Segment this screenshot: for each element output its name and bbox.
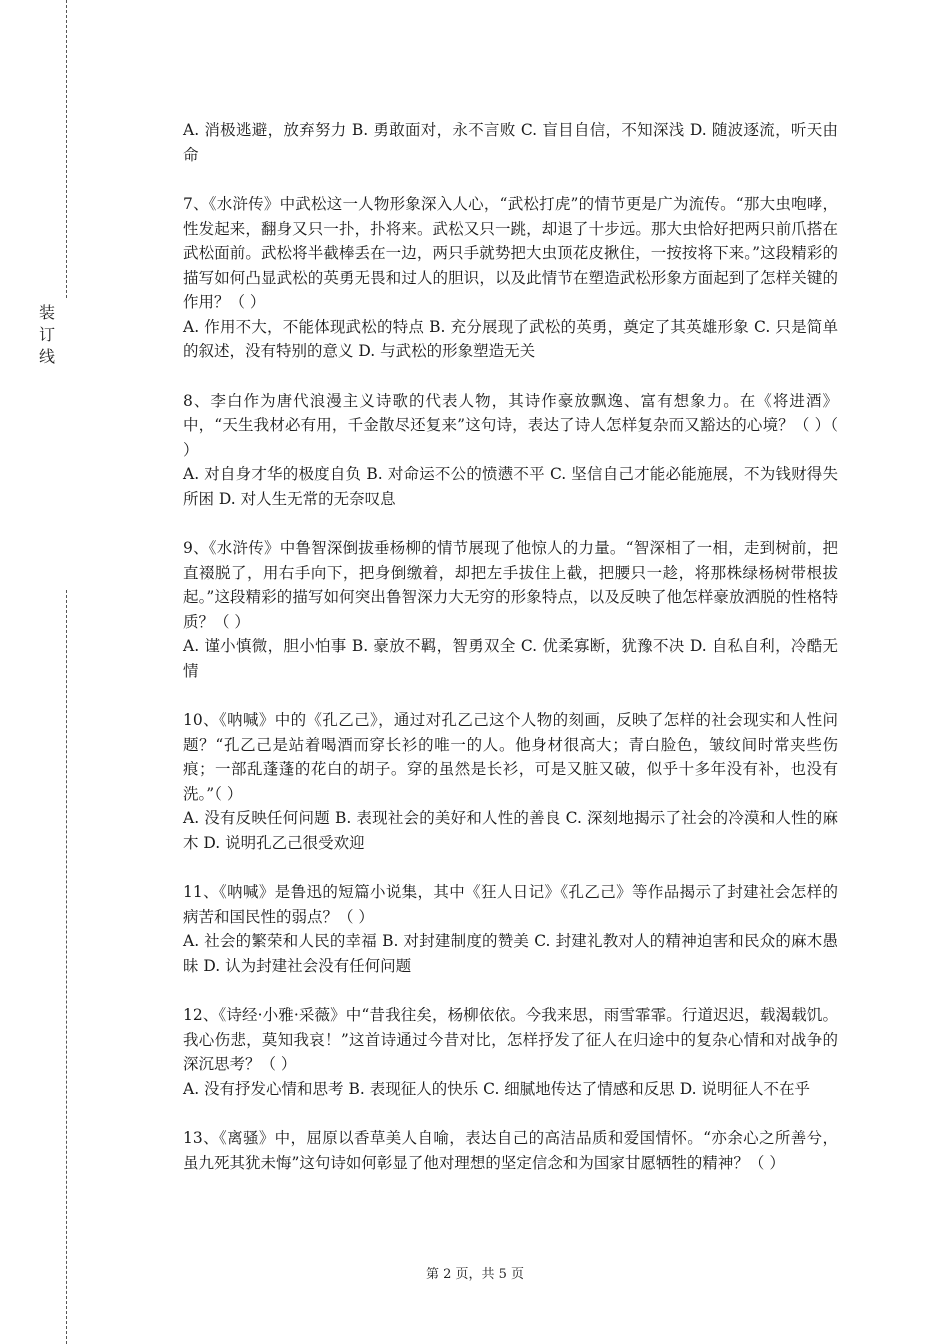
question-text: 7、《水浒传》中武松这一人物形象深入人心，“武松打虎”的情节更是广为流传。“那大虫咆哮，性发起来，翻身又只一扑，扑将来。武松又只一跳，却退了十步远。那大虫恰好把两只前爪搭在武松面前。武松将半截棒丢在一边，两只手就势把大虫顶花皮揪住，一按按将下来。”这段精彩的描写如何凸显武松的英勇无畏和过人的胆识，以及此情节在塑造武松形象方面起到了怎样关键的作用？（ ）: [183, 195, 838, 311]
question-13: [183, 1126, 838, 1175]
question-text: 9、《水浒传》中鲁智深倒拔垂杨柳的情节展现了他惊人的力量。“智深相了一相，走到树前，把直裰脱了，用右手向下，把身倒缴着，却把左手拔住上截，把腰只一趁，将那株绿杨树带根拔起。”这段精彩的描写如何突出鲁智深力大无穷的形象特点，以及反映了他怎样豪放洒脱的性格特质？（ ）: [183, 539, 838, 631]
question-options: A. 社会的繁荣和人民的幸福 B. 对封建制度的赞美 C. 封建礼教对人的精神迫害和民众的麻木愚昧 D. 认为封建社会没有任何问题: [183, 932, 838, 975]
question-text: 12、《诗经·小雅·采薇》中“昔我往矣，杨柳依依。今我来思，雨雪霏霏。行道迟迟，载渴载饥。我心伤悲，莫知我哀！”这首诗通过今昔对比，怎样抒发了征人在归途中的复杂心情和对战争的深沉思考？（ ）: [183, 1006, 838, 1073]
question-12: [183, 1003, 838, 1101]
binding-char: 订: [38, 325, 55, 344]
question-options: A. 谨小慎微，胆小怕事 B. 豪放不羁，智勇双全 C. 优柔寡断，犹豫不决 D. 自私自利，冷酷无情: [183, 637, 838, 680]
binding-dashed-line-bottom: [66, 590, 67, 1344]
binding-char: 装: [38, 303, 55, 322]
question-options: A. 消极逃避，放弃努力 B. 勇敢面对，永不言败 C. 盲目自信，不知深浅 D. 随波逐流，听天由命: [183, 121, 838, 164]
question-text: 13、《离骚》中，屈原以香草美人自喻，表达自己的高洁品质和爱国情怀。“亦余心之所善兮，虽九死其犹未悔”这句诗如何彰显了他对理想的坚定信念和为国家甘愿牺牲的精神？（ ）: [183, 1129, 838, 1172]
question-options: A. 作用不大，不能体现武松的特点 B. 充分展现了武松的英勇，奠定了其英雄形象 C. 只是简单的叙述，没有特别的意义 D. 与武松的形象塑造无关: [183, 317, 838, 360]
binding-dashed-line-top: [66, 0, 67, 298]
question-11: [183, 880, 838, 978]
question-8: [183, 389, 838, 512]
question-7: [183, 192, 838, 364]
binding-line-label: [36, 302, 58, 368]
question-10: [183, 708, 838, 855]
page-number-footer: 第 2 页，共 5 页: [425, 1267, 525, 1282]
exam-content: [183, 118, 838, 1200]
binding-char: 线: [38, 347, 55, 366]
question-options: A. 没有抒发心情和思考 B. 表现征人的快乐 C. 细腻地传达了情感和反思 D. 说明征人不在乎: [183, 1079, 810, 1098]
question-text: 8、李白作为唐代浪漫主义诗歌的代表人物，其诗作豪放飘逸、富有想象力。在《将进酒》中，“天生我材必有用，千金散尽还复来”这句诗，表达了诗人怎样复杂而又豁达的心境？（ ）（ ）: [183, 391, 838, 459]
question-options: A. 没有反映任何问题 B. 表现社会的美好和人性的善良 C. 深刻地揭示了社会的冷漠和人性的麻木 D. 说明孔乙己很受欢迎: [183, 809, 838, 852]
question-options: A. 对自身才华的极度自负 B. 对命运不公的愤懑不平 C. 坚信自己才能必能施展，不为钱财得失所困 D. 对人生无常的无奈叹息: [183, 465, 838, 508]
question-9: [183, 536, 838, 683]
question-text: 10、《呐喊》中的《孔乙己》，通过对孔乙己这个人物的刻画，反映了怎样的社会现实和人性问题？“孔乙己是站着喝酒而穿长衫的唯一的人。他身材很高大；青白脸色，皱纹间时常夹些伤痕；一部乱蓬蓬的花白的胡子。穿的虽然是长衫，可是又脏又破，似乎十多年没有补，也没有洗。”（ ）: [183, 711, 838, 803]
question-text: 11、《呐喊》是鲁迅的短篇小说集，其中《狂人日记》《孔乙己》等作品揭示了封建社会怎样的病苦和国民性的弱点？（ ）: [183, 883, 838, 926]
question-6-tail: [183, 118, 838, 167]
